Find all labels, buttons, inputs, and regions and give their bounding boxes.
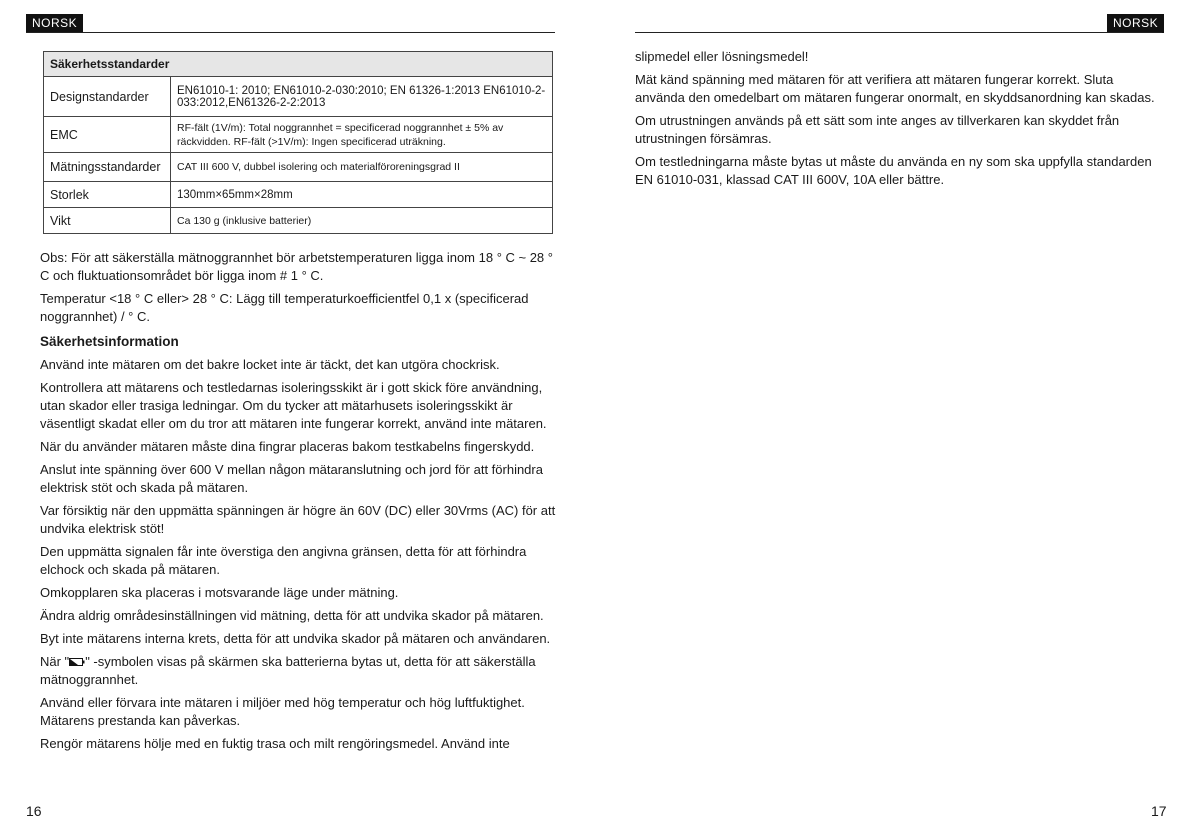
page-number-left: 16 xyxy=(26,803,42,819)
paragraph: Var försiktig när den uppmätta spänningen är högre än 60V (DC) eller 30Vrms (AC) för att undvika elektrisk stöt! xyxy=(40,503,556,536)
table-row xyxy=(44,153,553,182)
paragraph: Den uppmätta signalen får inte överstiga den angivna gränsen, detta för att förhindra elchock och skada på mätaren. xyxy=(40,544,527,577)
paragraph-battery xyxy=(40,653,560,689)
right-page-body xyxy=(635,48,1155,194)
row-label: Mätningsstandarder xyxy=(44,153,171,182)
paragraph: När du använder mätaren måste dina fingrar placeras bakom testkabelns fingerskydd. xyxy=(40,439,535,454)
row-label: EMC xyxy=(44,117,171,153)
safety-standards-table xyxy=(43,51,553,234)
table-row xyxy=(44,117,553,153)
table-row xyxy=(44,208,553,234)
paragraph: Använd inte mätaren om det bakre locket inte är täckt, det kan utgöra chockrisk. xyxy=(40,357,500,372)
paragraph: Mät känd spänning med mätaren för att verifiera att mätaren fungerar korrekt. Sluta använda den omedelbart om mätaren fungerar onormalt, en skyddsanordning kan skadas. xyxy=(635,72,1155,105)
paragraph: Om utrustningen används på ett sätt som inte anges av tillverkaren kan skyddet från utrustningen försämras. xyxy=(635,113,1120,146)
battery-text-start: När " xyxy=(40,654,70,669)
row-value: CAT III 600 V, dubbel isolering och materialföroreningsgrad II xyxy=(171,153,553,182)
row-value: Ca 130 g (inklusive batterier) xyxy=(171,208,553,234)
page-number-right: 17 xyxy=(1151,803,1167,819)
battery-low-icon xyxy=(69,654,85,664)
table-header-row xyxy=(44,52,553,77)
paragraph: Rengör mätarens hölje med en fuktig trasa och milt rengöringsmedel. Använd inte xyxy=(40,736,510,751)
battery-text-end: " -symbolen visas på skärmen ska batterierna bytas ut, detta för att säkerställa mätnoggrannhet. xyxy=(40,654,536,687)
language-tab-right: NORSK xyxy=(1107,14,1164,33)
row-value: 130mm×65mm×28mm xyxy=(171,182,553,208)
obs-note: Obs: För att säkerställa mätnoggrannhet bör arbetstemperaturen ligga inom 18 ° C ~ 28 ° C och fluktuationsområdet bör ligga inom # 1 ° C. xyxy=(40,250,553,283)
row-label: Storlek xyxy=(44,182,171,208)
paragraph: Omkopplaren ska placeras i motsvarande läge under mätning. xyxy=(40,585,399,600)
paragraph: Anslut inte spänning över 600 V mellan någon mätaranslutning och jord för att förhindra elektrisk stöt och skada på mätaren. xyxy=(40,462,543,495)
header-rule-left xyxy=(26,32,555,33)
section-heading: Säkerhetsinformation xyxy=(40,334,179,349)
paragraph: Kontrollera att mätarens och testledarnas isoleringsskikt är i gott skick före användning, utan skador eller trasiga ledningar. Om du tycker att mätarhusets isoleringsskikt är väsentligt skadat eller om du tror att mätaren inte fungerar korrekt, använd inte mätaren. xyxy=(40,380,547,431)
language-tab-left: NORSK xyxy=(26,14,83,33)
table-title: Säkerhetsstandarder xyxy=(44,52,553,77)
row-label: Designstandarder xyxy=(44,77,171,117)
left-page-body xyxy=(40,249,560,758)
row-label: Vikt xyxy=(44,208,171,234)
row-value: RF-fält (1V/m): Total noggrannhet = specificerad noggrannhet ± 5% av räckvidden. RF-fält (>1V/m): Ingen specificerad uträkning. xyxy=(171,117,553,153)
paragraph: Byt inte mätarens interna krets, detta för att undvika skador på mätaren och användaren. xyxy=(40,631,551,646)
table-row xyxy=(44,77,553,117)
paragraph: Använd eller förvara inte mätaren i miljöer med hög temperatur och hög luftfuktighet. Mätarens prestanda kan påverkas. xyxy=(40,695,525,728)
row-value: EN61010-1: 2010; EN61010-2-030:2010; EN 61326-1:2013 EN61010-2-033:2012,EN61326-2-2:2013 xyxy=(171,77,553,117)
paragraph: Om testledningarna måste bytas ut måste du använda en ny som ska uppfylla standarden EN 61010-031, klassad CAT III 600V, 10A eller bättre. xyxy=(635,154,1152,187)
paragraph: slipmedel eller lösningsmedel! xyxy=(635,49,809,64)
header-rule-right xyxy=(635,32,1162,33)
temperature-note: Temperatur <18 ° C eller> 28 ° C: Lägg till temperaturkoefficientfel 0,1 x (specificerad noggrannhet) / ° C. xyxy=(40,291,529,324)
paragraph: Ändra aldrig områdesinställningen vid mätning, detta för att undvika skador på mätaren. xyxy=(40,608,544,623)
table-row xyxy=(44,182,553,208)
